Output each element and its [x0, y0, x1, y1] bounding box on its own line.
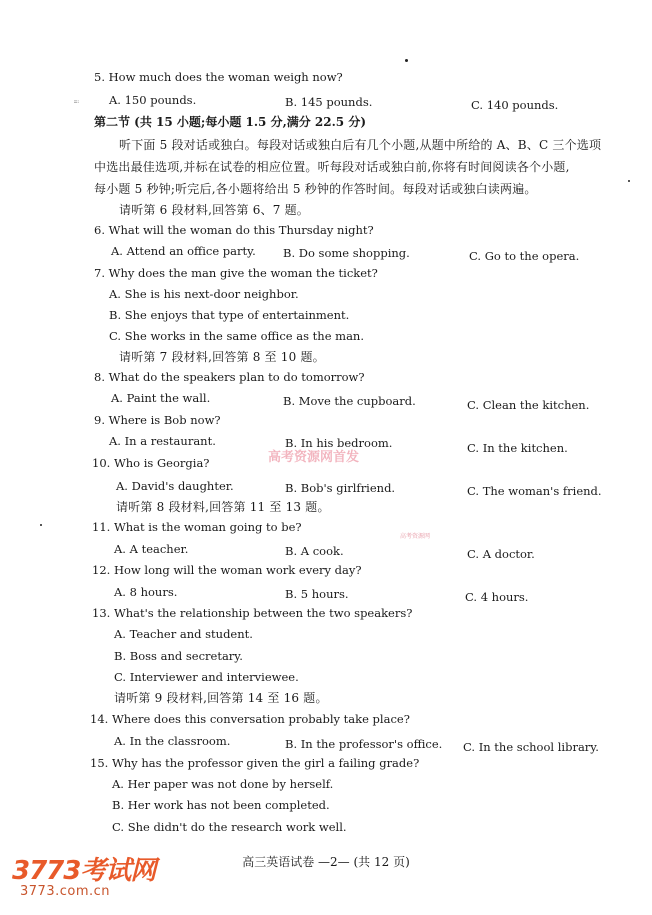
question-5-stem: 5. How much does the woman weigh now? — [94, 70, 343, 84]
page-footer: 高三英语试卷 —2— (共 12 页) — [242, 855, 410, 869]
question-8-option-c: C. Clean the kitchen. — [467, 398, 590, 412]
watermark-center-text: 高考资源网首发 — [268, 450, 360, 465]
question-14-option-a: A. In the classroom. — [114, 734, 231, 748]
question-6-option-a: A. Attend an office party. — [111, 244, 256, 258]
question-11-option-a: A. A teacher. — [114, 542, 189, 556]
question-12-option-b: B. 5 hours. — [285, 587, 349, 601]
section-2-title: 第二节 (共 15 小题;每小题 1.5 分,满分 22.5 分) — [94, 115, 367, 129]
margin-mark: ⁞⁞ — [72, 100, 79, 104]
question-15-stem: 15. Why has the professor given the girl a failing grade? — [90, 756, 420, 770]
section-2-instructions-line-3: 每小题 5 秒钟;听完后,各小题将给出 5 秒钟的作答时间。每段对话或独白读两遍。 — [94, 182, 537, 196]
question-9-option-a: A. In a restaurant. — [109, 434, 216, 448]
question-14-stem: 14. Where does this conversation probably take place? — [90, 712, 410, 726]
question-13-option-c: C. Interviewer and interviewee. — [114, 670, 299, 684]
question-10-option-b: B. Bob's girlfriend. — [285, 481, 396, 495]
scan-speck — [628, 180, 630, 182]
question-12-stem: 12. How long will the woman work every day? — [92, 563, 362, 577]
question-7-option-a: A. She is his next-door neighbor. — [109, 287, 299, 301]
question-11-stem: 11. What is the woman going to be? — [92, 520, 302, 534]
question-10-stem: 10. Who is Georgia? — [92, 456, 210, 470]
question-13-option-b: B. Boss and secretary. — [114, 649, 243, 663]
question-9-option-b: B. In his bedroom. — [285, 436, 393, 450]
question-7-stem: 7. Why does the man give the woman the ticket? — [94, 266, 378, 280]
passage-7-prompt: 请听第 7 段材料,回答第 8 至 10 题。 — [119, 350, 325, 364]
question-14-option-c: C. In the school library. — [463, 740, 599, 754]
question-15-option-b: B. Her work has not been completed. — [112, 798, 330, 812]
question-6-option-b: B. Do some shopping. — [283, 246, 410, 260]
section-2-instructions-line-1: 听下面 5 段对话或独白。每段对话或独白后有几个小题,从题中所给的 A、B、C 三个选项 — [119, 138, 602, 152]
question-11-option-c: C. A doctor. — [467, 547, 535, 561]
watermark-logo: 3773考试网 — [12, 856, 156, 886]
question-5-option-c: C. 140 pounds. — [471, 98, 559, 112]
question-8-option-a: A. Paint the wall. — [111, 391, 211, 405]
passage-9-prompt: 请听第 9 段材料,回答第 14 至 16 题。 — [114, 691, 328, 705]
passage-8-prompt: 请听第 8 段材料,回答第 11 至 13 题。 — [116, 500, 330, 514]
question-7-option-b: B. She enjoys that type of entertainment. — [109, 308, 350, 322]
watermark-url: 3773.com.cn — [20, 884, 110, 899]
question-13-stem: 13. What's the relationship between the two speakers? — [92, 606, 413, 620]
question-5-option-b: B. 145 pounds. — [285, 95, 373, 109]
watermark-small-text: 高考资源网 — [400, 533, 431, 540]
question-5-option-a: A. 150 pounds. — [109, 93, 197, 107]
scan-speck — [405, 59, 408, 62]
question-15-option-a: A. Her paper was not done by herself. — [112, 777, 334, 791]
question-14-option-b: B. In the professor's office. — [285, 737, 443, 751]
question-10-option-c: C. The woman's friend. — [467, 484, 602, 498]
question-9-option-c: C. In the kitchen. — [467, 441, 568, 455]
question-10-option-a: A. David's daughter. — [116, 479, 234, 493]
question-13-option-a: A. Teacher and student. — [114, 627, 253, 641]
question-11-option-b: B. A cook. — [285, 544, 344, 558]
question-15-option-c: C. She didn't do the research work well. — [112, 820, 347, 834]
question-8-stem: 8. What do the speakers plan to do tomorrow? — [94, 370, 365, 384]
question-7-option-c: C. She works in the same office as the man. — [109, 329, 364, 343]
question-8-option-b: B. Move the cupboard. — [283, 394, 416, 408]
question-6-option-c: C. Go to the opera. — [469, 249, 580, 263]
question-12-option-a: A. 8 hours. — [114, 585, 178, 599]
scan-speck — [40, 524, 42, 526]
question-9-stem: 9. Where is Bob now? — [94, 413, 221, 427]
passage-6-prompt: 请听第 6 段材料,回答第 6、7 题。 — [119, 203, 309, 217]
question-12-option-c: C. 4 hours. — [465, 590, 529, 604]
question-6-stem: 6. What will the woman do this Thursday night? — [94, 223, 374, 237]
section-2-instructions-line-2: 中选出最佳选项,并标在试卷的相应位置。听每段对话或独白前,你将有时间阅读各个小题, — [94, 160, 570, 174]
